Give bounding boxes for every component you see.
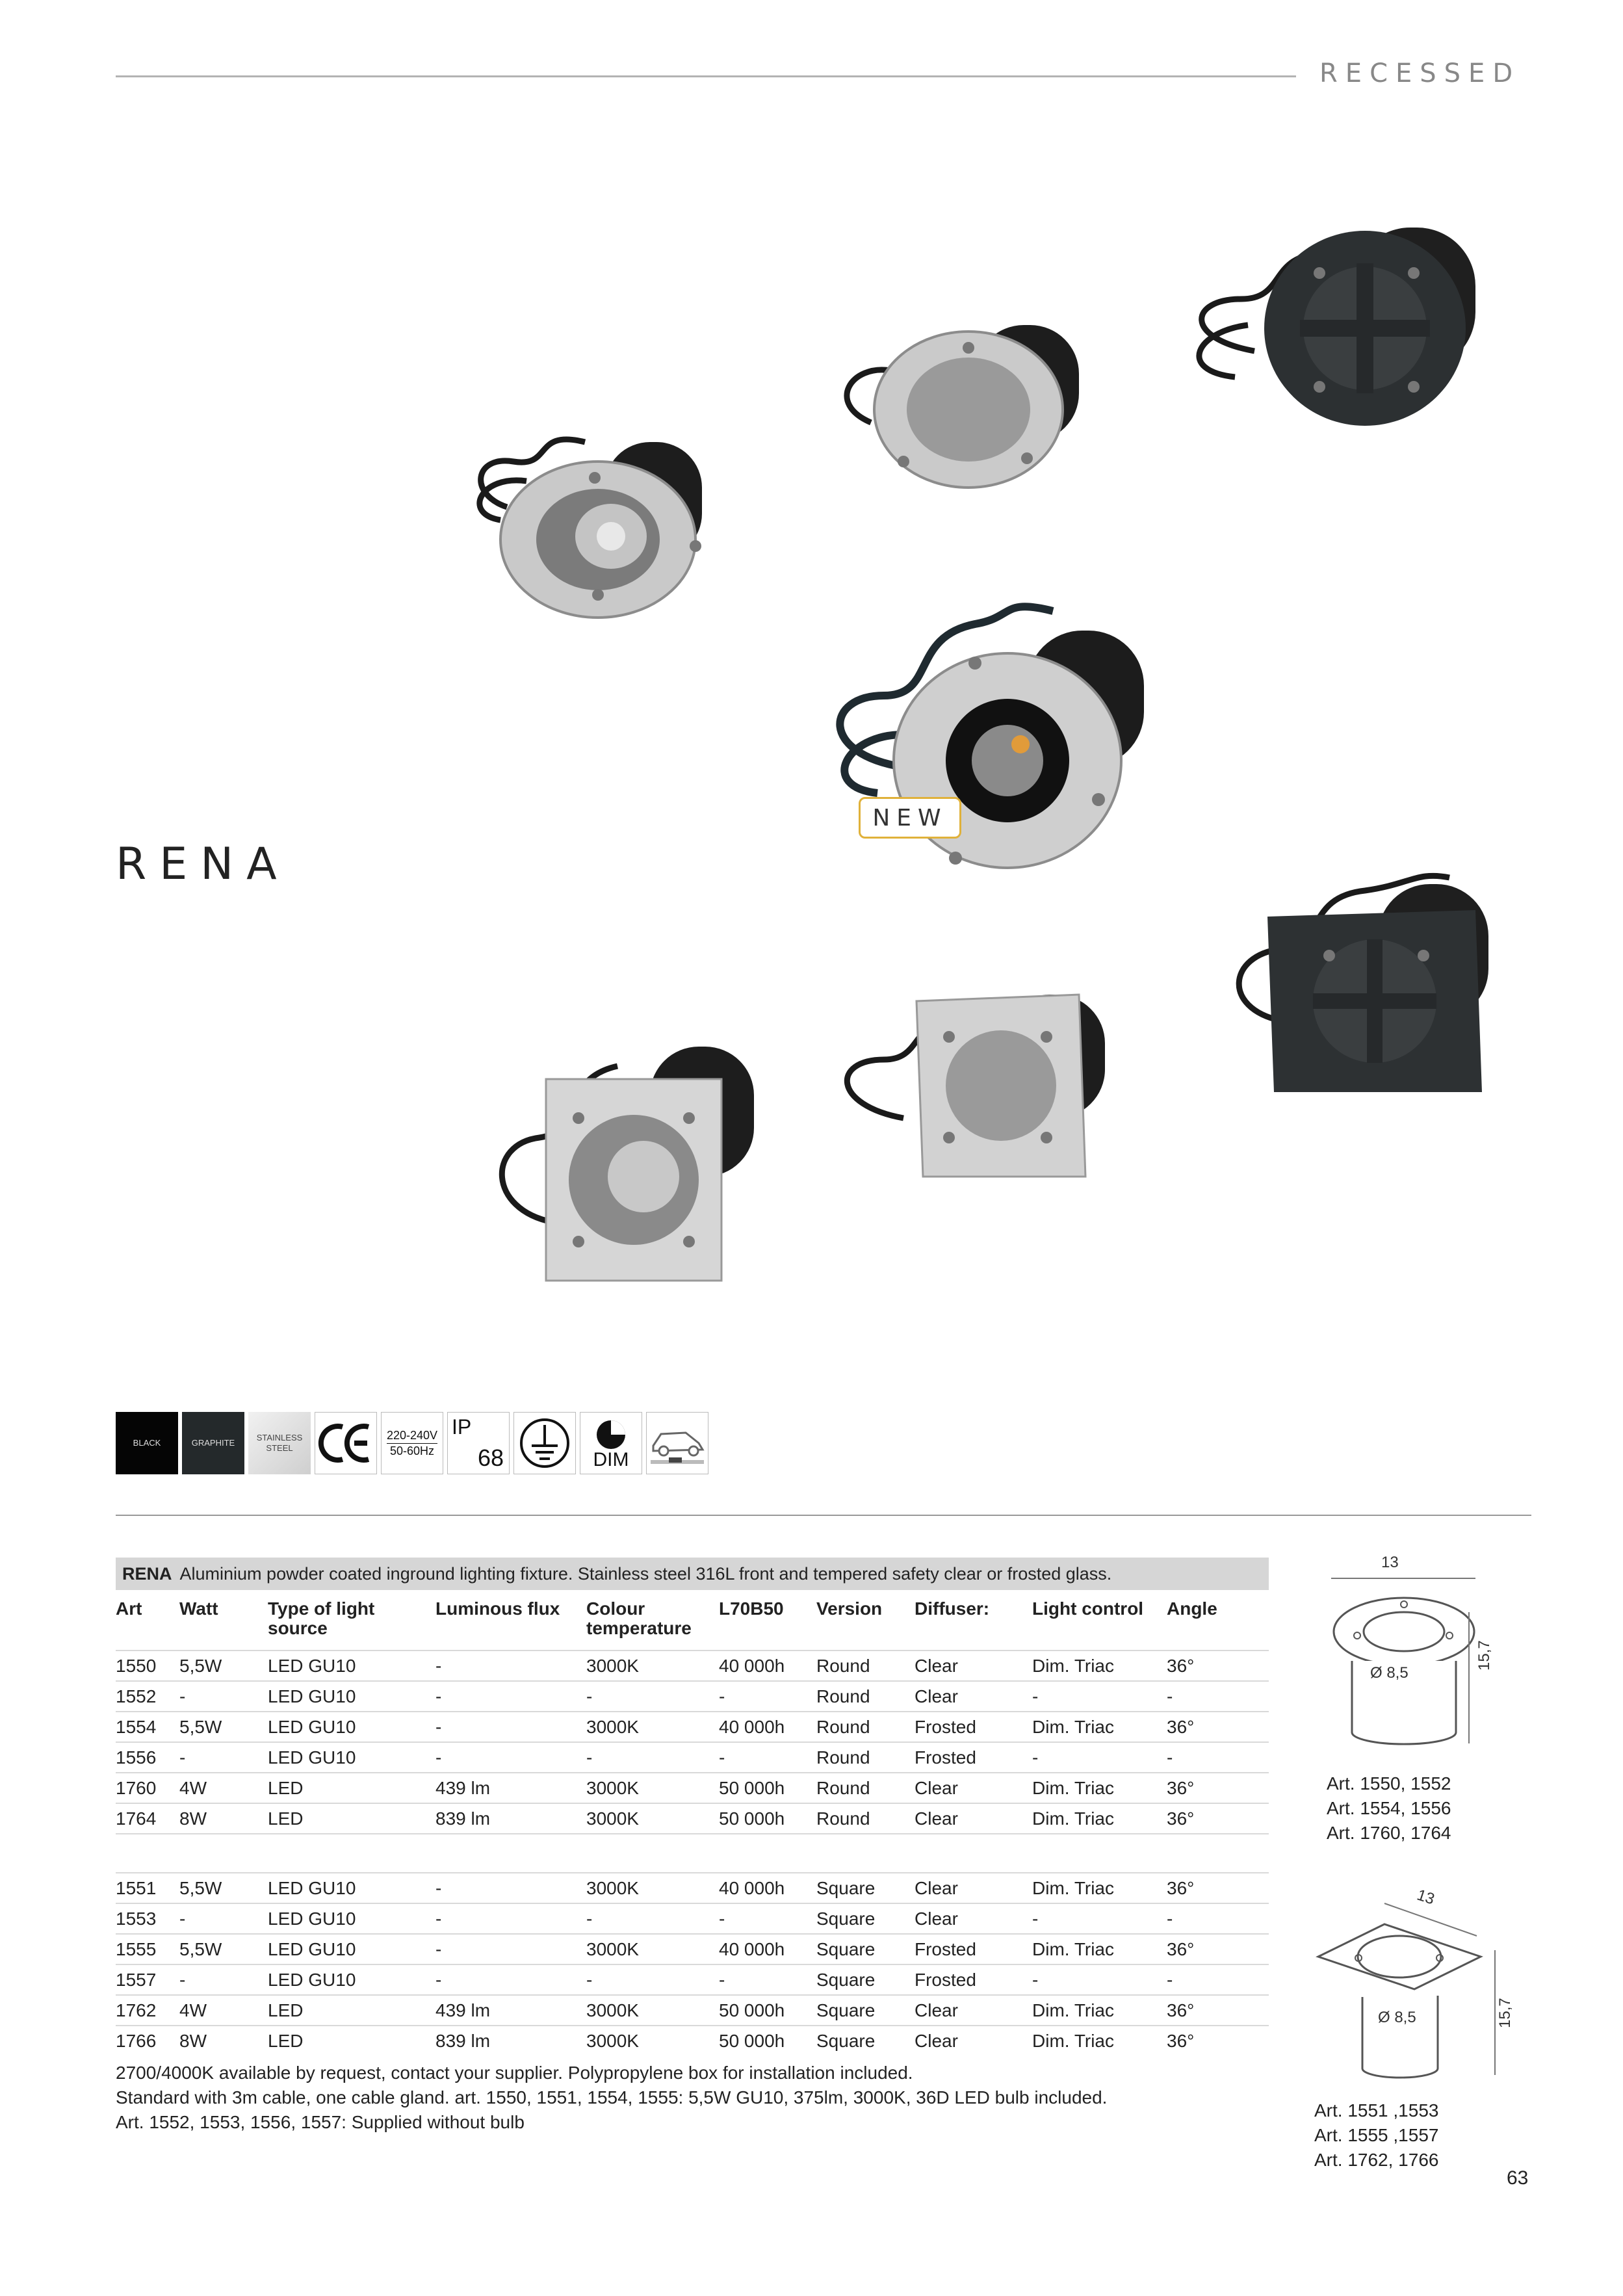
table-cell: Dim. Triac (1032, 1650, 1167, 1681)
product-name: RENA (116, 839, 290, 890)
section-divider (116, 1515, 1531, 1516)
table-cell: Frosted (915, 1964, 1032, 1995)
table-cell: 1762 (116, 1995, 179, 2026)
table-cell: - (435, 1650, 586, 1681)
table-cell: Clear (915, 1650, 1032, 1681)
article-ref: Art. 1554, 1556 (1327, 1798, 1451, 1818)
square-article-list (1314, 2098, 1438, 2172)
table-cell: Dim. Triac (1032, 1873, 1167, 1903)
section-title: RECESSED (1319, 59, 1521, 88)
table-row (116, 1873, 1269, 1903)
table-cell: 839 lm (435, 2026, 586, 2055)
table-cell: - (435, 1903, 586, 1934)
table-cell: LED GU10 (268, 1681, 435, 1712)
table-cell: Dim. Triac (1032, 1803, 1167, 1834)
table-cell: 3000K (586, 1773, 719, 1803)
table-cell: - (435, 1681, 586, 1712)
product-description (116, 1558, 1269, 1590)
table-row (116, 1742, 1269, 1773)
col-header-diffuser: Diffuser: (915, 1598, 990, 1619)
finish-graphite-swatch: GRAPHITE (182, 1412, 244, 1474)
table-cell: Square (816, 1903, 915, 1934)
new-badge: NEW (859, 797, 961, 839)
table-cell: LED (268, 1773, 435, 1803)
table-cell: 40 000h (719, 1873, 816, 1903)
table-cell: 40 000h (719, 1934, 816, 1964)
table-cell: 5,5W (179, 1650, 268, 1681)
table-header-row (116, 1597, 1269, 1650)
article-ref: Art. 1551 ,1553 (1314, 2100, 1439, 2120)
drive-over-icon (646, 1412, 708, 1474)
table-cell: Clear (915, 1773, 1032, 1803)
col-header-luminous-flux: Luminous flux (435, 1598, 560, 1619)
table-cell: 1760 (116, 1773, 179, 1803)
col-header-art: Art (116, 1598, 142, 1619)
table-cell: 5,5W (179, 1712, 268, 1742)
article-ref: Art. 1550, 1552 (1327, 1773, 1451, 1794)
table-cell: Square (816, 1995, 915, 2026)
table-cell: 1764 (116, 1803, 179, 1834)
square-height-label: 15,7 (1496, 1998, 1514, 2028)
table-cell: Round (816, 1803, 915, 1834)
table-cell: 5,5W (179, 1873, 268, 1903)
table-cell: Square (816, 2026, 915, 2055)
finish-black-swatch: BLACK (116, 1412, 178, 1474)
table-cell: 40 000h (719, 1712, 816, 1742)
photo-round-steel-led (806, 585, 1170, 891)
table-cell: 1552 (116, 1681, 179, 1712)
dimmable-icon (580, 1412, 642, 1474)
col-header-watt: Watt (179, 1598, 218, 1619)
col-header-colour-temp: Colour temperature (586, 1598, 692, 1638)
table-cell: 1557 (116, 1964, 179, 1995)
table-cell: 4W (179, 1995, 268, 2026)
table-row (116, 1650, 1269, 1681)
table-cell: - (1167, 1903, 1269, 1934)
table-cell: 36° (1167, 1803, 1269, 1834)
table-cell: Round (816, 1681, 915, 1712)
feature-icons (116, 1412, 708, 1474)
table-row (116, 1773, 1269, 1803)
table-cell: - (435, 1742, 586, 1773)
spacer-cell (116, 1834, 1269, 1873)
col-header-l70b50: L70B50 (719, 1598, 784, 1619)
table-cell: Dim. Triac (1032, 2026, 1167, 2055)
table-cell: - (719, 1964, 816, 1995)
table-cell: 36° (1167, 1873, 1269, 1903)
footnote: 2700/4000K available by request, contact your supplier. Polypropylene box for installation included. (116, 2063, 913, 2083)
table-cell: 1556 (116, 1742, 179, 1773)
table-cell: Clear (915, 1803, 1032, 1834)
table-cell: 439 lm (435, 1995, 586, 2026)
photo-square-steel-gu10 (474, 1027, 773, 1287)
table-cell: 50 000h (719, 1995, 816, 2026)
table-cell: Round (816, 1742, 915, 1773)
square-diameter-label: Ø 8,5 (1378, 2009, 1416, 2026)
table-cell: 1554 (116, 1712, 179, 1742)
table-cell: 1555 (116, 1934, 179, 1964)
table-cell: - (586, 1964, 719, 1995)
table-cell: - (435, 1964, 586, 1995)
voltage-range: 220-240V (387, 1428, 437, 1444)
table-cell: 4W (179, 1773, 268, 1803)
table-cell: 3000K (586, 1712, 719, 1742)
table-cell: 5,5W (179, 1934, 268, 1964)
table-row (116, 2026, 1269, 2055)
table-cell: 1766 (116, 2026, 179, 2055)
table-cell: LED GU10 (268, 1964, 435, 1995)
table-cell: LED GU10 (268, 1650, 435, 1681)
table-cell: - (435, 1934, 586, 1964)
photo-round-steel-gu10 (455, 416, 767, 624)
table-cell: Frosted (915, 1742, 1032, 1773)
table-cell: - (1167, 1964, 1269, 1995)
table-cell: 36° (1167, 1650, 1269, 1681)
table-cell: 1553 (116, 1903, 179, 1934)
col-header-light-source: Type of light source (268, 1598, 375, 1638)
table-cell: 50 000h (719, 1803, 816, 1834)
article-ref: Art. 1555 ,1557 (1314, 2125, 1439, 2145)
table-cell: LED (268, 1803, 435, 1834)
table-row (116, 1964, 1269, 1995)
table-cell: 36° (1167, 1934, 1269, 1964)
col-header-version: Version (816, 1598, 883, 1619)
table-cell: Clear (915, 1873, 1032, 1903)
description-product-name: RENA (122, 1563, 172, 1584)
table-cell: - (1167, 1681, 1269, 1712)
article-ref: Art. 1762, 1766 (1314, 2150, 1439, 2170)
table-cell: 439 lm (435, 1773, 586, 1803)
table-cell: - (1032, 1964, 1167, 1995)
table-cell: Dim. Triac (1032, 1712, 1167, 1742)
table-cell: 50 000h (719, 1773, 816, 1803)
table-cell: - (719, 1681, 816, 1712)
table-cell: Clear (915, 2026, 1032, 2055)
table-cell: - (1032, 1681, 1167, 1712)
ce-mark-icon (315, 1412, 377, 1474)
table-cell: - (586, 1681, 719, 1712)
table-group-spacer (116, 1834, 1269, 1873)
table-cell: 1550 (116, 1650, 179, 1681)
table-cell: 1551 (116, 1873, 179, 1903)
photo-square-steel-frosted (812, 982, 1137, 1203)
table-cell: 3000K (586, 2026, 719, 2055)
table-cell: 36° (1167, 1773, 1269, 1803)
table-row (116, 1681, 1269, 1712)
frequency-range: 50-60Hz (389, 1444, 435, 1457)
table-cell: LED GU10 (268, 1712, 435, 1742)
footnotes (116, 2061, 1107, 2135)
header-rule (116, 75, 1296, 77)
table-cell: - (435, 1873, 586, 1903)
table-cell: 8W (179, 2026, 268, 2055)
table-cell: - (586, 1742, 719, 1773)
square-dimension-drawing (1306, 1898, 1521, 2113)
table-cell: 839 lm (435, 1803, 586, 1834)
table-row (116, 1712, 1269, 1742)
table-cell: LED GU10 (268, 1873, 435, 1903)
table-cell: Clear (915, 1995, 1032, 2026)
finish-steel-swatch: STAINLESS STEEL (248, 1412, 311, 1474)
table-cell: LED GU10 (268, 1903, 435, 1934)
col-header-light-control: Light control (1032, 1598, 1144, 1619)
spec-table (116, 1597, 1269, 2055)
table-cell: - (435, 1712, 586, 1742)
table-cell: 3000K (586, 1803, 719, 1834)
table-cell: - (179, 1681, 268, 1712)
table-cell: 3000K (586, 1650, 719, 1681)
table-cell: 40 000h (719, 1650, 816, 1681)
photo-square-graphite (1202, 858, 1501, 1105)
table-cell: 36° (1167, 1995, 1269, 2026)
table-cell: Dim. Triac (1032, 1995, 1167, 2026)
table-cell: - (179, 1742, 268, 1773)
table-cell: 8W (179, 1803, 268, 1834)
description-text: Aluminium powder coated inground lighting fixture. Stainless steel 316L front and tempered safety clear or frosted glass. (179, 1563, 1112, 1584)
table-cell: Clear (915, 1681, 1032, 1712)
article-ref: Art. 1760, 1764 (1327, 1823, 1451, 1843)
table-cell: Clear (915, 1903, 1032, 1934)
table-cell: - (719, 1742, 816, 1773)
earth-ground-icon (513, 1412, 576, 1474)
table-cell: - (586, 1903, 719, 1934)
page-number: 63 (1507, 2167, 1529, 2189)
footnote: Art. 1552, 1553, 1556, 1557: Supplied without bulb (116, 2112, 525, 2132)
round-height-label: 15,7 (1475, 1640, 1493, 1671)
table-cell: - (179, 1964, 268, 1995)
dim-label: DIM (593, 1449, 629, 1470)
table-row (116, 1934, 1269, 1964)
table-cell: 3000K (586, 1995, 719, 2026)
table-cell: Square (816, 1934, 915, 1964)
ip-value: 68 (477, 1444, 504, 1471)
table-cell: Square (816, 1964, 915, 1995)
table-row (116, 1995, 1269, 2026)
table-cell: Square (816, 1873, 915, 1903)
photo-round-steel-frosted (812, 299, 1111, 507)
table-cell: 50 000h (719, 2026, 816, 2055)
photo-round-graphite (1157, 208, 1495, 442)
table-cell: - (1032, 1742, 1167, 1773)
ip-rating-icon (447, 1412, 510, 1474)
table-cell: LED GU10 (268, 1934, 435, 1964)
ip-label: IP (452, 1415, 472, 1439)
table-cell: Frosted (915, 1712, 1032, 1742)
table-cell: Frosted (915, 1934, 1032, 1964)
table-cell: - (1032, 1903, 1167, 1934)
table-cell: - (179, 1903, 268, 1934)
round-article-list (1327, 1771, 1451, 1846)
table-cell: LED GU10 (268, 1742, 435, 1773)
col-header-angle: Angle (1167, 1598, 1217, 1619)
table-cell: Round (816, 1650, 915, 1681)
spec-table-body (116, 1650, 1269, 2055)
table-cell: LED (268, 1995, 435, 2026)
round-width-label: 13 (1381, 1554, 1399, 1571)
table-cell: 3000K (586, 1934, 719, 1964)
table-cell: 3000K (586, 1873, 719, 1903)
square-width-label: 13 (1414, 1886, 1437, 1909)
table-cell: 36° (1167, 1712, 1269, 1742)
table-cell: - (1167, 1742, 1269, 1773)
table-cell: Round (816, 1773, 915, 1803)
table-cell: 36° (1167, 2026, 1269, 2055)
round-dimension-drawing (1319, 1573, 1501, 1788)
table-row (116, 1803, 1269, 1834)
table-cell: Dim. Triac (1032, 1773, 1167, 1803)
round-diameter-label: Ø 8,5 (1370, 1664, 1409, 1682)
table-cell: - (719, 1903, 816, 1934)
table-cell: Round (816, 1712, 915, 1742)
table-row (116, 1903, 1269, 1934)
footnote: Standard with 3m cable, one cable gland. art. 1550, 1551, 1554, 1555: 5,5W GU10, 375lm, 3000K, 36D LED bulb included. (116, 2087, 1108, 2107)
table-cell: Dim. Triac (1032, 1934, 1167, 1964)
voltage-icon (381, 1412, 443, 1474)
table-cell: LED (268, 2026, 435, 2055)
